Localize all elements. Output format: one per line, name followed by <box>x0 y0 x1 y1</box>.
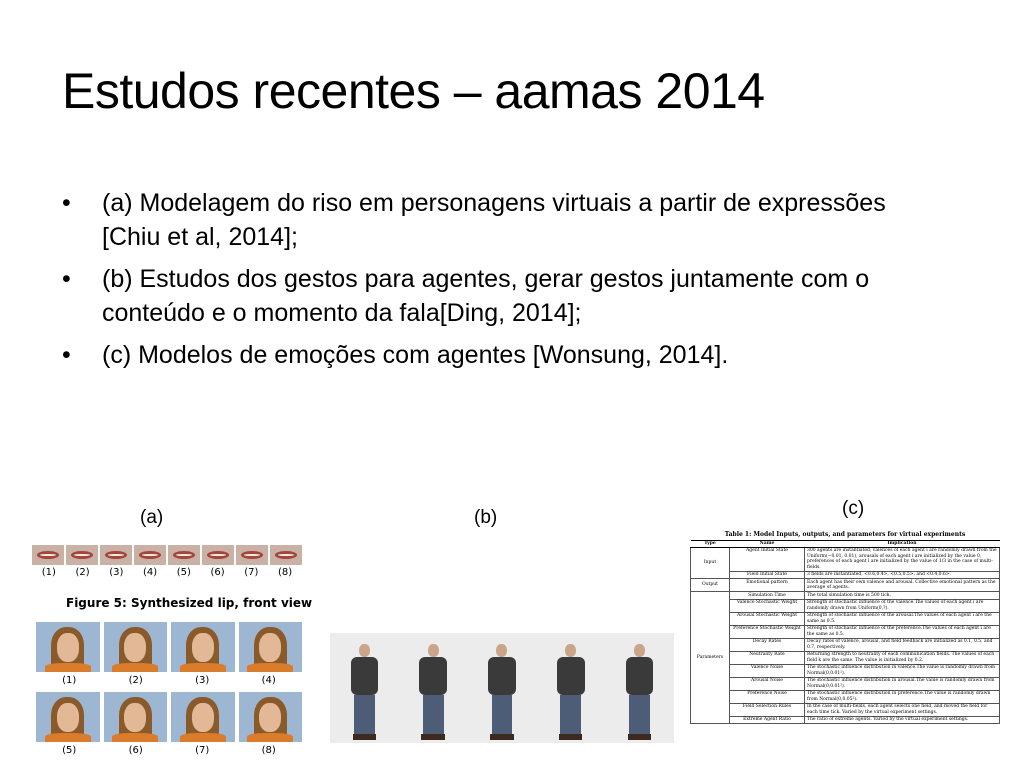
table-type-cell: Output <box>691 579 730 592</box>
agent-figure <box>330 633 399 743</box>
table-implication-cell: The ratio of extreme agents. Varied by the virtual experiment settings. <box>805 716 1000 724</box>
lip-label: (3) <box>109 567 124 578</box>
face-label: (4) <box>261 675 276 686</box>
bullet-text: (b) Estudos dos gestos para agentes, gerar gestos juntamente com o conteúdo e o momento da fala[Ding, 2014]; <box>102 265 870 327</box>
lip-image <box>270 545 302 565</box>
lip-image <box>66 545 98 565</box>
table-row <box>691 625 1000 638</box>
face-label: (1) <box>62 675 77 686</box>
table-implication-cell: The stochastic influence distribution in preference.The value is randomly drawn from Normal(0,0.05²). <box>805 690 1000 703</box>
parameters-table-image <box>690 531 1000 724</box>
face-label: (3) <box>195 675 210 686</box>
table-implication-cell: Strength of stochastic influence of the valence.The values of each agent i are randomly drawn from Uniform(0,?). <box>805 599 1000 612</box>
bullet-icon: • <box>62 341 71 369</box>
face-image <box>36 692 100 742</box>
figure-a-label: (a) <box>140 507 164 528</box>
table-row <box>691 664 1000 677</box>
table-type-cell: Parameters <box>691 592 730 724</box>
figure-a-caption: Figure 5: Synthesized lip, front view <box>66 596 313 610</box>
table-name-cell: Simulation Time <box>730 592 805 600</box>
bullet-icon: • <box>62 189 71 217</box>
face-image <box>171 692 235 742</box>
face-label: (6) <box>128 745 143 756</box>
face-image <box>171 622 235 672</box>
face-image <box>104 622 168 672</box>
bullet-icon: • <box>62 265 71 293</box>
lip-image <box>202 545 234 565</box>
lip-label: (6) <box>210 567 225 578</box>
lip-label: (7) <box>244 567 259 578</box>
face-labels <box>36 745 302 756</box>
table-name-cell: Decay Rates <box>730 638 805 651</box>
lip-label: (1) <box>41 567 56 578</box>
lip-image <box>168 545 200 565</box>
table-header: Type <box>691 541 730 548</box>
table-implication-cell: 300 agents are instantiated, valences of each agent i are randomly drawn from the Uniform(−0.01, 0.01), arousals of each agent i are initialized by the value 0, preferences of each agent i are initialized by the value of 1/3 in the case of multi-fields. <box>805 547 1000 571</box>
agent-figure <box>536 633 605 743</box>
table-implication-cell: Strength of stochastic influence of the preference.The values of each agent i are the same as 0.5. <box>805 625 1000 638</box>
lip-image <box>236 545 268 565</box>
table-row <box>691 612 1000 625</box>
face-label: (5) <box>62 745 77 756</box>
table-name-cell: Valence Stochastic Weight <box>730 599 805 612</box>
table-header: Name <box>730 541 805 548</box>
agent-figure <box>468 633 537 743</box>
face-label: (8) <box>261 745 276 756</box>
table-name-cell: Neutrality Rate <box>730 651 805 664</box>
face-image <box>239 692 303 742</box>
face-label: (2) <box>128 675 143 686</box>
bullet-item <box>62 186 942 254</box>
face-label: (7) <box>195 745 210 756</box>
slide-title: Estudos recentes – aamas 2014 <box>62 63 765 119</box>
lip-image <box>32 545 64 565</box>
figure-c-label: (c) <box>842 498 865 519</box>
lip-label: (5) <box>176 567 191 578</box>
table-implication-cell: In the case of multi-fields, each agent selects one field, and moved the field for each time tick. Varied by the virtual experiment settings. <box>805 703 1000 716</box>
lip-strip-image <box>32 545 302 565</box>
lip-image <box>134 545 166 565</box>
table-name-cell: Preference Noise <box>730 690 805 703</box>
table-row <box>691 599 1000 612</box>
face-image <box>36 622 100 672</box>
table-body <box>691 547 1000 724</box>
table-row <box>691 579 1000 592</box>
table-implication-cell: Returning strength to neutrality of each communication fields. The values of each field k are the same. The value is initialized by 0.2. <box>805 651 1000 664</box>
table-row <box>691 690 1000 703</box>
table-name-cell: Valence Noise <box>730 664 805 677</box>
lip-label: (8) <box>278 567 293 578</box>
agent-figure <box>605 633 674 743</box>
table-implication-cell: The stochastic influence distribution in valence.The value is randomly drawn from Normal(0,0.01²). <box>805 664 1000 677</box>
table-title: Table 1: Model Inputs, outputs, and parameters for virtual experiments <box>724 531 966 538</box>
lip-label: (4) <box>143 567 158 578</box>
lip-labels <box>32 567 302 578</box>
table-name-cell: Field Selection Rules <box>730 703 805 716</box>
table-name-cell: Arousal Stochastic Weight <box>730 612 805 625</box>
table-header: Implication <box>805 541 1000 548</box>
face-row <box>36 692 302 742</box>
bullet-item <box>62 262 942 330</box>
bullet-text: (c) Modelos de emoções com agentes [Wonsung, 2014]. <box>102 341 729 369</box>
table-implication-cell: Decay rates of valence, arousal, and field feedback are initialized as 0.1, 0.5, and 0.7, respectively. <box>805 638 1000 651</box>
bullet-text: (a) Modelagem do riso em personagens virtuais a partir de expressões [Chiu et al, 2014]; <box>102 189 886 251</box>
face-labels <box>36 675 302 686</box>
table-implication-cell: Strength of stochastic influence of the arousal.The values of each agent i are the same as 0.5. <box>805 612 1000 625</box>
bullet-item <box>62 338 942 372</box>
table-implication-cell: 3 fields are instantiated, <0.6,0.4>, <0.5,0.5>, and <0.4,0.6>. <box>805 571 1000 579</box>
face-image <box>104 692 168 742</box>
table-row <box>691 571 1000 579</box>
table-name-cell: Agent Initial State <box>730 547 805 571</box>
agent-figure <box>399 633 468 743</box>
lip-image <box>100 545 132 565</box>
table-name-cell: Extreme Agent Ratio <box>730 716 805 724</box>
table-implication-cell: The total simulation time is 500 tick. <box>805 592 1000 600</box>
table-row <box>691 592 1000 600</box>
table-name-cell: Field Initial State <box>730 571 805 579</box>
face-image <box>239 622 303 672</box>
table-row <box>691 638 1000 651</box>
bullet-list <box>62 186 942 380</box>
table-implication-cell: Each agent has their own valence and arousal. Collective emotional pattern as the average of agents. <box>805 579 1000 592</box>
face-row <box>36 622 302 672</box>
table-name-cell: Arousal Noise <box>730 677 805 690</box>
table-name-cell: Preference Stochastic Weight <box>730 625 805 638</box>
table-row <box>691 716 1000 724</box>
gesture-strip-image <box>330 633 674 743</box>
table-type-cell: Input <box>691 547 730 579</box>
table-row <box>691 677 1000 690</box>
table-implication-cell: The stochastic influence distribution in arousal.The value is randomly drawn from Normal(0,0.01²). <box>805 677 1000 690</box>
figure-b-label: (b) <box>474 507 498 528</box>
table-row <box>691 651 1000 664</box>
table-row <box>691 547 1000 571</box>
lip-label: (2) <box>75 567 90 578</box>
table-name-cell: Emotional pattern <box>730 579 805 592</box>
table-row <box>691 703 1000 716</box>
